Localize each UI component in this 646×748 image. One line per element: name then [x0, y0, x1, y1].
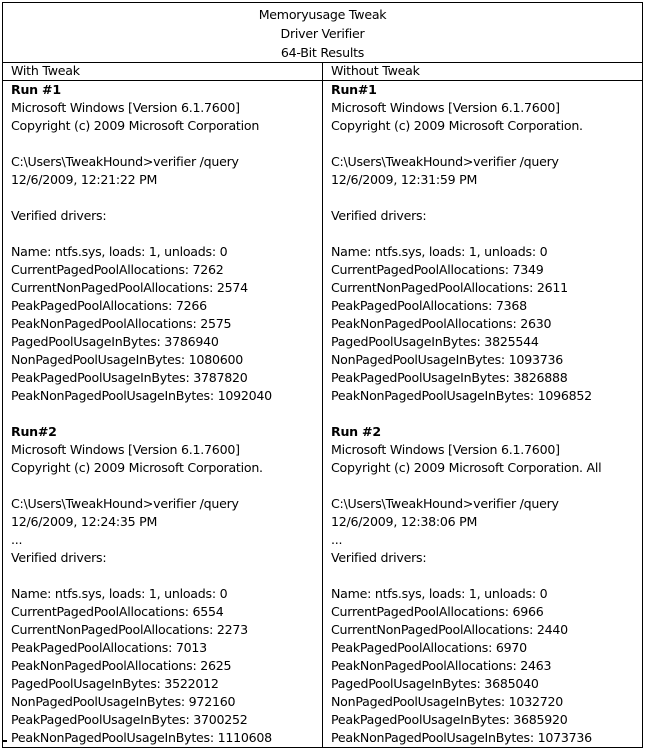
table-results-label: 64-Bit Results	[280, 45, 365, 60]
datetime: 12/6/2009, 12:24:35 PM	[11, 514, 158, 529]
os-version: Microsoft Windows [Version 6.1.7600]	[331, 442, 560, 457]
run-title: Run #1	[11, 82, 61, 97]
driver-name: Name: ntfs.sys, loads: 1, unloads: 0	[331, 244, 548, 259]
table-subtitle: Driver Verifier	[280, 26, 365, 41]
stat-line: CurrentNonPagedPoolAllocations: 2273	[11, 622, 248, 637]
run-title: Run#1	[331, 82, 377, 97]
os-version: Microsoft Windows [Version 6.1.7600]	[331, 100, 560, 115]
ellipsis: ...	[331, 532, 343, 547]
stat-line: PeakNonPagedPoolAllocations: 2630	[331, 316, 552, 331]
verified-drivers-label: Verified drivers:	[331, 550, 427, 565]
stat-line: CurrentPagedPoolAllocations: 7262	[11, 262, 224, 277]
command-line: C:\Users\TweakHound>verifier /query	[331, 496, 559, 511]
with-tweak-cell	[3, 81, 323, 748]
run-title: Run #2	[331, 424, 381, 439]
stat-line: PeakPagedPoolUsageInBytes: 3787820	[11, 370, 248, 385]
stat-line: PeakPagedPoolUsageInBytes: 3826888	[331, 370, 568, 385]
header-row	[3, 3, 643, 63]
driver-name: Name: ntfs.sys, loads: 1, unloads: 0	[331, 586, 548, 601]
stat-line: NonPagedPoolUsageInBytes: 972160	[11, 694, 236, 709]
results-table	[2, 2, 643, 748]
table-title: Memoryusage Tweak	[258, 7, 387, 22]
stat-line: PagedPoolUsageInBytes: 3522012	[11, 676, 219, 691]
os-version: Microsoft Windows [Version 6.1.7600]	[11, 100, 240, 115]
datetime: 12/6/2009, 12:38:06 PM	[331, 514, 478, 529]
command-line: C:\Users\TweakHound>verifier /query	[11, 154, 239, 169]
verified-drivers-label: Verified drivers:	[11, 550, 107, 565]
column-header-row	[3, 63, 643, 81]
stat-line: PeakNonPagedPoolUsageInBytes: 1073736	[331, 730, 592, 745]
ellipsis: ...	[11, 532, 23, 547]
copyright: Copyright (c) 2009 Microsoft Corporation.	[331, 118, 583, 133]
with-tweak-run1	[11, 81, 322, 423]
verified-drivers-label: Verified drivers:	[11, 208, 107, 223]
stat-line: PeakNonPagedPoolUsageInBytes: 1110608	[11, 730, 272, 745]
stat-line: PeakPagedPoolAllocations: 7013	[11, 640, 207, 655]
without-tweak-cell	[323, 81, 643, 748]
stat-line: PeakPagedPoolAllocations: 7266	[11, 298, 207, 313]
without-tweak-run2	[331, 423, 642, 747]
stat-line: CurrentNonPagedPoolAllocations: 2574	[11, 280, 248, 295]
with-tweak-run2	[11, 423, 322, 747]
stat-line: PagedPoolUsageInBytes: 3685040	[331, 676, 539, 691]
column-header-with-tweak: With Tweak	[3, 63, 323, 81]
datetime: 12/6/2009, 12:31:59 PM	[331, 172, 478, 187]
copyright: Copyright (c) 2009 Microsoft Corporation. All	[331, 460, 602, 475]
stat-line: PeakPagedPoolUsageInBytes: 3700252	[11, 712, 248, 727]
stat-line: CurrentNonPagedPoolAllocations: 2440	[331, 622, 568, 637]
stat-line: PeakNonPagedPoolAllocations: 2575	[11, 316, 232, 331]
stat-line: CurrentPagedPoolAllocations: 6966	[331, 604, 544, 619]
stat-line: PagedPoolUsageInBytes: 3786940	[11, 334, 219, 349]
command-line: C:\Users\TweakHound>verifier /query	[11, 496, 239, 511]
stat-line: PagedPoolUsageInBytes: 3825544	[331, 334, 539, 349]
stat-line: PeakNonPagedPoolAllocations: 2625	[11, 658, 232, 673]
without-tweak-run1	[331, 81, 642, 423]
column-header-without-tweak: Without Tweak	[323, 63, 643, 81]
trailing-mark	[3, 740, 7, 742]
copyright: Copyright (c) 2009 Microsoft Corporation.	[11, 460, 263, 475]
driver-name: Name: ntfs.sys, loads: 1, unloads: 0	[11, 244, 228, 259]
datetime: 12/6/2009, 12:21:22 PM	[11, 172, 158, 187]
stat-line: CurrentPagedPoolAllocations: 7349	[331, 262, 544, 277]
command-line: C:\Users\TweakHound>verifier /query	[331, 154, 559, 169]
os-version: Microsoft Windows [Version 6.1.7600]	[11, 442, 240, 457]
stat-line: NonPagedPoolUsageInBytes: 1080600	[11, 352, 244, 367]
stat-line: CurrentPagedPoolAllocations: 6554	[11, 604, 224, 619]
stat-line: PeakNonPagedPoolAllocations: 2463	[331, 658, 552, 673]
verified-drivers-label: Verified drivers:	[331, 208, 427, 223]
header-cell	[3, 3, 643, 63]
stat-line: NonPagedPoolUsageInBytes: 1093736	[331, 352, 564, 367]
stat-line: PeakNonPagedPoolUsageInBytes: 1096852	[331, 388, 592, 403]
stat-line: PeakNonPagedPoolUsageInBytes: 1092040	[11, 388, 272, 403]
stat-line: NonPagedPoolUsageInBytes: 1032720	[331, 694, 564, 709]
stat-line: CurrentNonPagedPoolAllocations: 2611	[331, 280, 568, 295]
driver-name: Name: ntfs.sys, loads: 1, unloads: 0	[11, 586, 228, 601]
stat-line: PeakPagedPoolUsageInBytes: 3685920	[331, 712, 568, 727]
content-row	[3, 81, 643, 748]
stat-line: PeakPagedPoolAllocations: 6970	[331, 640, 527, 655]
run-title: Run#2	[11, 424, 57, 439]
stat-line: PeakPagedPoolAllocations: 7368	[331, 298, 527, 313]
copyright: Copyright (c) 2009 Microsoft Corporation	[11, 118, 260, 133]
